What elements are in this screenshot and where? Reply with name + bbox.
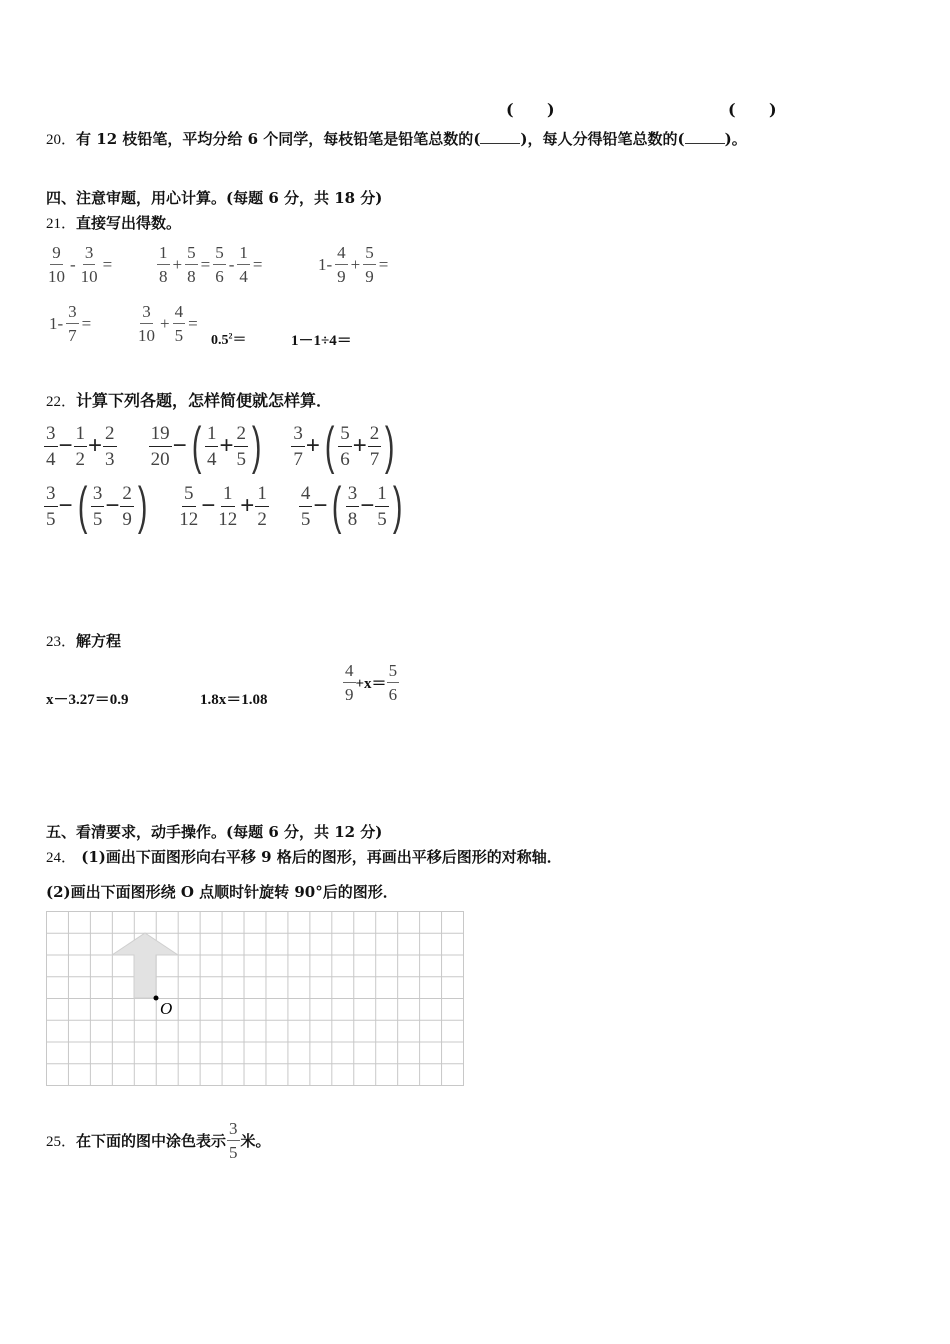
question-20: 20．有 12 枝铅笔，平均分给 6 个同学，每枝铅笔是铅笔总数的( )，每人分得铅笔总数的( )。 (46, 130, 747, 148)
q22-expr-2-2: $\frac{5}{12}$ − $\frac{1}{12}$ + $\frac{1}{2}$ (179, 482, 267, 530)
q21-expr-6: $0.5^2=$ (211, 331, 247, 348)
q21-expr-3: 1- $\frac{4}{9}$ + $\frac{5}{9}$ = (318, 243, 389, 286)
grid-svg (46, 911, 464, 1086)
question-22: 22．计算下列各题，怎样简便就怎样算． (46, 391, 333, 410)
q25-fraction: $\frac{3}{5}$ (229, 1119, 238, 1162)
answer-blank-2[interactable]: ( ) (677, 130, 732, 148)
q20-paren-above-1: ( ) (506, 100, 555, 119)
q22-expr-2-1: $\frac{3}{5}$ −( $\frac{3}{5}$ − $\frac{2}{9}$ ) (46, 477, 148, 535)
q22-expr-1-1: $\frac{3}{4}$ − $\frac{1}{2}$ + $\frac{2}{3}$ (46, 422, 115, 470)
question-24-part-2: (2)画出下面图形绕 O 点顺时针旋转 90°后的图形． (46, 883, 398, 901)
section-4-title: 四、注意审题，用心计算。(每题 6 分，共 18 分) (46, 189, 383, 207)
q20-paren-above-2: ( ) (728, 100, 777, 119)
q22-expr-1-3: $\frac{3}{7}$ +( $\frac{5}{6}$ + $\frac{2}{7}$ ) (293, 417, 395, 475)
q21-expr-7: 1－1÷4＝ (291, 333, 352, 349)
q21-expr-1: $\frac{9}{10}$ - $\frac{3}{10}$ = (48, 243, 113, 286)
question-24-part-1: 24． (1)画出下面图形向右平移 9 格后的图形，再画出平移后图形的对称轴． (46, 848, 562, 866)
q23-equation-1: x－3.27＝0.9 (46, 692, 129, 708)
q22-row-1 (44, 417, 399, 475)
q23-equation-3: $\frac{4}{9}$ +x＝ $\frac{5}{6}$ (345, 661, 398, 704)
answer-blank-1[interactable]: ( ) (473, 130, 528, 148)
question-23: 23．解方程 (46, 632, 122, 650)
q21-expr-5: $\frac{3}{10}$ + $\frac{4}{5}$ = (138, 302, 198, 345)
arrow-shape (112, 933, 178, 998)
q21-expr-2: $\frac{1}{8}$ + $\frac{5}{8}$ = $\frac{5}{6}$ - $\frac{1}{4}$ = (159, 243, 263, 286)
q22-expr-1-2: $\frac{19}{20}$ −( $\frac{1}{4}$ + $\frac{2}{5}$ ) (150, 417, 262, 475)
q21-expr-4: 1- $\frac{3}{7}$ = (49, 302, 92, 345)
q23-equation-2: 1.8x＝1.08 (200, 692, 268, 708)
q22-expr-2-3: $\frac{4}{5}$ −( $\frac{3}{8}$ − $\frac{1}{5}$ ) (300, 477, 403, 535)
section-5-title: 五、看清要求，动手操作。(每题 6 分，共 12 分) (46, 823, 383, 841)
point-o-label: O (160, 999, 173, 1018)
question-number: 20． (46, 132, 77, 148)
q22-row-2 (44, 477, 406, 535)
question-21: 21．直接写出得数。 (46, 214, 182, 232)
drawing-grid[interactable] (46, 911, 464, 1086)
rotation-point (154, 996, 159, 1001)
question-25: 25．在下面的图中涂色表示 $\frac{3}{5}$ 米。 (46, 1119, 271, 1162)
